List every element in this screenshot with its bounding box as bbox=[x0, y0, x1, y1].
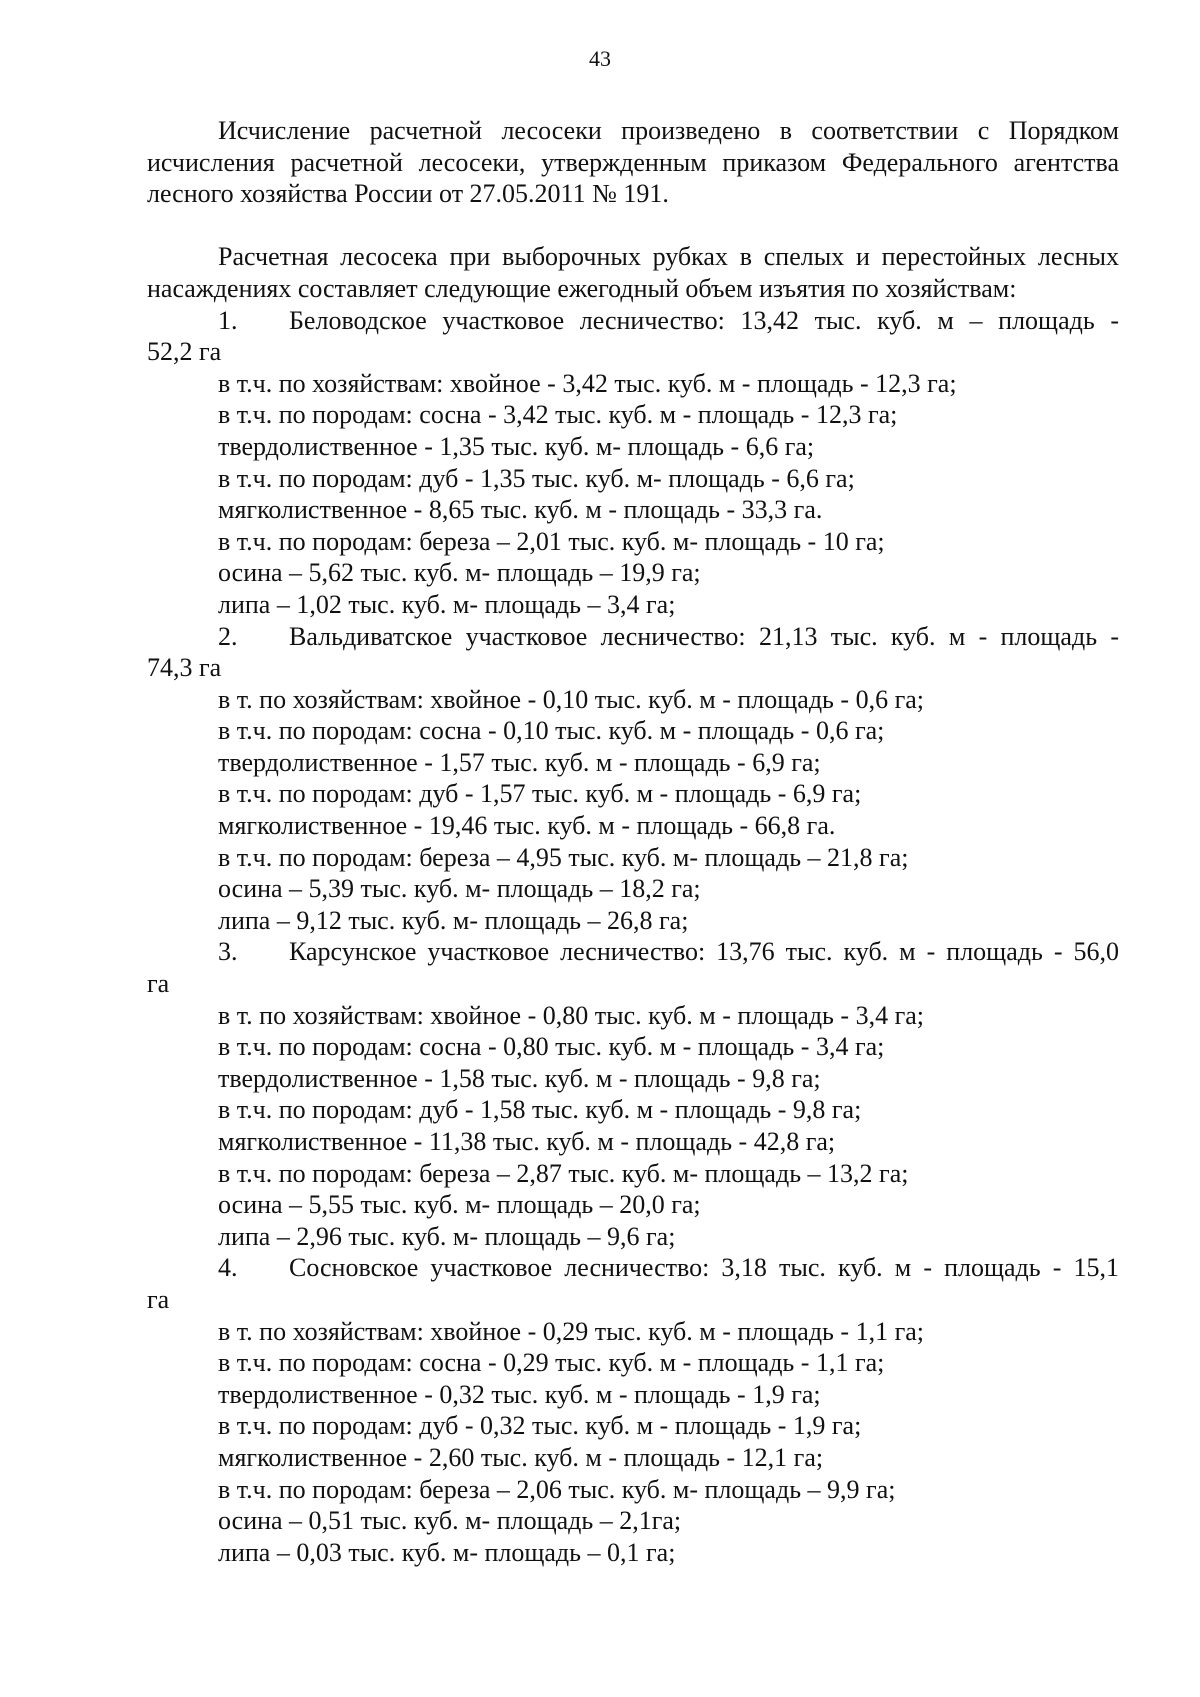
entry-line: твердолиственное - 0,32 тыс. куб. м - площадь - 1,9 га; bbox=[218, 1379, 821, 1409]
entry-line: липа – 2,96 тыс. куб. м- площадь – 9,6 га; bbox=[218, 1221, 676, 1251]
entry-line: липа – 0,03 тыс. куб. м- площадь – 0,1 га; bbox=[218, 1537, 676, 1567]
entry-line: мягколиственное - 2,60 тыс. куб. м - площадь - 12,1 га; bbox=[218, 1442, 824, 1472]
entry-line: осина – 5,55 тыс. куб. м- площадь – 20,0 га; bbox=[218, 1190, 701, 1220]
entry-line: в т.ч. по породам: береза – 2,06 тыс. куб. м- площадь – 9,9 га; bbox=[218, 1474, 896, 1504]
entry-line: осина – 5,39 тыс. куб. м- площадь – 18,2 га; bbox=[218, 874, 701, 904]
entry-heading-text: Беловодское участковое лесничество: 13,42 тыс. куб. м – площадь - bbox=[289, 305, 1119, 335]
entry-number: 2. bbox=[218, 621, 238, 651]
entry-heading-tail: га bbox=[147, 1284, 170, 1314]
entry-line: в т.ч. по породам: сосна - 3,42 тыс. куб. м - площадь - 12,3 га; bbox=[218, 400, 898, 430]
entry-line: в т.ч. по породам: береза – 4,95 тыс. куб. м- площадь – 21,8 га; bbox=[218, 842, 909, 872]
entry-number: 3. bbox=[218, 937, 238, 967]
entry-number: 4. bbox=[218, 1253, 238, 1283]
intro-paragraph: Исчисление расчетной лесосеки произведено в соответствии с Порядком исчисления расчетной лесосеки, утвержденным приказом Федерального агентства лесного хозяйства России от 27.05.2011 № 191. bbox=[147, 116, 1119, 209]
entry-line: липа – 1,02 тыс. куб. м- площадь – 3,4 га; bbox=[218, 589, 676, 619]
entry-line: мягколиственное - 19,46 тыс. куб. м - площадь - 66,8 га. bbox=[218, 811, 836, 841]
entry-number: 1. bbox=[218, 305, 238, 335]
entry-line: в т. по хозяйствам: хвойное - 0,29 тыс. куб. м - площадь - 1,1 га; bbox=[218, 1316, 924, 1346]
entry-heading-tail: 52,2 га bbox=[147, 337, 222, 367]
entry-line: липа – 9,12 тыс. куб. м- площадь – 26,8 га; bbox=[218, 905, 689, 935]
entry-line: в т.ч. по породам: сосна - 0,29 тыс. куб. м - площадь - 1,1 га; bbox=[218, 1348, 885, 1378]
entry-line: в т.ч. по породам: береза – 2,87 тыс. куб. м- площадь – 13,2 га; bbox=[218, 1158, 909, 1188]
entry-line: в т.ч. по породам: дуб - 0,32 тыс. куб. м - площадь - 1,9 га; bbox=[218, 1411, 862, 1441]
forestry-entry-2 bbox=[147, 621, 1119, 937]
entry-line: в т.ч. по породам: береза – 2,01 тыс. куб. м- площадь - 10 га; bbox=[218, 526, 885, 556]
entry-heading bbox=[147, 1252, 1119, 1315]
entry-line: в т. по хозяйствам: хвойное - 0,80 тыс. куб. м - площадь - 3,4 га; bbox=[218, 1000, 924, 1030]
entry-heading-text: Вальдиватское участковое лесничество: 21,13 тыс. куб. м - площадь - bbox=[289, 621, 1119, 651]
entry-line: в т.ч. по хозяйствам: хвойное - 3,42 тыс. куб. м - площадь - 12,3 га; bbox=[218, 368, 957, 398]
document-body bbox=[147, 115, 1119, 1568]
entry-heading bbox=[147, 621, 1119, 684]
entry-line: мягколиственное - 11,38 тыс. куб. м - площадь - 42,8 га; bbox=[218, 1127, 836, 1156]
entry-line: в т. по хозяйствам: хвойное - 0,10 тыс. куб. м - площадь - 0,6 га; bbox=[218, 684, 924, 714]
entry-line: осина – 5,62 тыс. куб. м- площадь – 19,9 га; bbox=[218, 558, 701, 588]
entry-line: в т.ч. по породам: сосна - 0,10 тыс. куб. м - площадь - 0,6 га; bbox=[218, 716, 885, 746]
forestry-entry-4 bbox=[147, 1252, 1119, 1568]
entry-heading bbox=[147, 936, 1119, 999]
entry-line: в т.ч. по породам: сосна - 0,80 тыс. куб. м - площадь - 3,4 га; bbox=[218, 1032, 885, 1062]
entry-line: осина – 0,51 тыс. куб. м- площадь – 2,1га; bbox=[218, 1506, 682, 1536]
entry-heading bbox=[147, 305, 1119, 368]
entry-heading-text: Сосновское участковое лесничество: 3,18 тыс. куб. м - площадь - 15,1 bbox=[289, 1253, 1119, 1283]
entry-heading-tail: га bbox=[147, 969, 170, 999]
page-number: 43 bbox=[589, 46, 611, 71]
entry-line: мягколиственное - 8,65 тыс. куб. м - площадь - 33,3 га. bbox=[218, 495, 823, 525]
forestry-entry-3 bbox=[147, 936, 1119, 1252]
entry-heading-tail: 74,3 га bbox=[147, 653, 222, 683]
allowable-cut-paragraph: Расчетная лесосека при выборочных рубках в спелых и перестойных лесных насаждениях составляет следующие ежегодный объем изъятия по хозяйствам: bbox=[147, 242, 1119, 303]
entry-line: в т.ч. по породам: дуб - 1,57 тыс. куб. м - площадь - 6,9 га; bbox=[218, 779, 862, 809]
entry-line: твердолиственное - 1,57 тыс. куб. м - площадь - 6,9 га; bbox=[218, 747, 821, 777]
entry-line: твердолиственное - 1,58 тыс. куб. м - площадь - 9,8 га; bbox=[218, 1063, 821, 1093]
entry-line: в т.ч. по породам: дуб - 1,35 тыс. куб. м- площадь - 6,6 га; bbox=[218, 463, 855, 493]
entry-line: твердолиственное - 1,35 тыс. куб. м- площадь - 6,6 га; bbox=[218, 431, 815, 461]
forestry-entry-1 bbox=[147, 305, 1119, 621]
entry-heading-text: Карсунское участковое лесничество: 13,76 тыс. куб. м - площадь - 56,0 bbox=[289, 937, 1119, 967]
paragraph-spacer bbox=[147, 210, 1119, 242]
entry-line: в т.ч. по породам: дуб - 1,58 тыс. куб. м - площадь - 9,8 га; bbox=[218, 1095, 862, 1125]
